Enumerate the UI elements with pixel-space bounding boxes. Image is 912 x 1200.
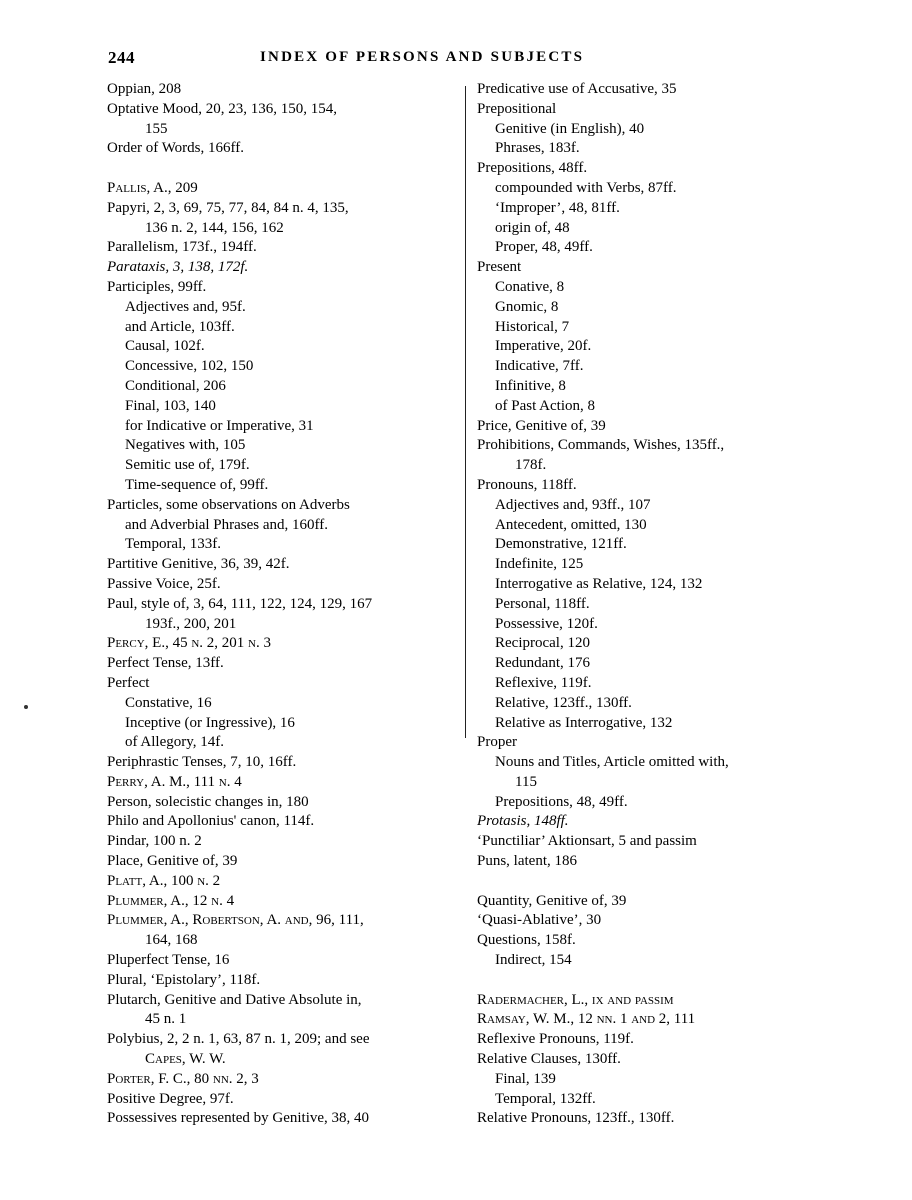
index-entry: Person, solecistic changes in, 180 [107, 793, 309, 810]
index-subentry: Prepositions, 48, 49ff. [495, 793, 628, 810]
index-entry: Particles, some observations on Adverbs [107, 496, 350, 513]
index-entry: Prepositional [477, 100, 557, 117]
index-subentry: Infinitive, 8 [495, 377, 566, 394]
index-entry-person: Plummer, A., 12 n. 4 [107, 892, 235, 909]
index-entry: Polybius, 2, 2 n. 1, 63, 87 n. 1, 209; and see [107, 1031, 370, 1048]
index-subentry: Conditional, 206 [125, 377, 226, 394]
index-entry-person: Pallis, A., 209 [107, 179, 198, 196]
index-entry: ‘Quasi-Ablative’, 30 [477, 912, 602, 929]
right-column [477, 80, 787, 1129]
index-entry: Order of Words, 166ff. [107, 140, 244, 157]
index-entry: Parataxis, 3, 138, 172f. [107, 259, 249, 276]
index-entry-person: Perry, A. M., 111 n. 4 [107, 773, 242, 790]
index-entry-person: Ramsay, W. M., 12 nn. 1 and 2, 111 [477, 1011, 696, 1028]
index-entry-continuation: 164, 168 [145, 932, 198, 949]
entry-text: Optative Mood, 20, 23, 136, 150, 154, [107, 100, 337, 117]
left-column [107, 80, 463, 1129]
index-subentry: Adjectives and, 93ff., 107 [495, 496, 651, 513]
index-subentry: Indefinite, 125 [495, 556, 584, 573]
index-entry-continuation: 155 [145, 120, 168, 137]
index-entry-continuation: 136 n. 2, 144, 156, 162 [145, 219, 284, 236]
index-subentry: Final, 139 [495, 1070, 556, 1087]
index-entry-continuation: 178f. [515, 457, 547, 474]
index-entry: Papyri, 2, 3, 69, 75, 77, 84, 84 n. 4, 135, [107, 199, 349, 216]
index-entry-person: Percy, E., 45 n. 2, 201 n. 3 [107, 635, 271, 652]
index-entry: Positive Degree, 97f. [107, 1090, 234, 1107]
index-entry [107, 100, 463, 120]
index-subentry: of Allegory, 14f. [125, 734, 225, 751]
index-subentry: Antecedent, omitted, 130 [495, 516, 647, 533]
index-subentry: Adjectives and, 95f. [125, 298, 246, 315]
index-subentry: Relative as Interrogative, 132 [495, 714, 673, 731]
index-subentry: Temporal, 132ff. [495, 1090, 596, 1107]
index-subentry: Phrases, 183f. [495, 140, 580, 157]
index-entry: Price, Genitive of, 39 [477, 417, 606, 434]
index-entry: Prohibitions, Commands, Wishes, 135ff., [477, 437, 725, 454]
index-subentry: Inceptive (or Ingressive), 16 [125, 714, 295, 731]
index-entry: Relative Pronouns, 123ff., 130ff. [477, 1110, 675, 1127]
index-entry: Participles, 99ff. [107, 278, 207, 295]
index-entry: Periphrastic Tenses, 7, 10, 16ff. [107, 754, 297, 771]
index-entry: ‘Punctiliar’ Aktionsart, 5 and passim [477, 833, 697, 850]
index-subentry: Interrogative as Relative, 124, 132 [495, 575, 703, 592]
running-title: INDEX OF PERSONS AND SUBJECTS [260, 49, 585, 65]
index-subentry: Reflexive, 119f. [495, 674, 592, 691]
index-entry-person: Platt, A., 100 n. 2 [107, 872, 221, 889]
index-entry: Perfect [107, 674, 150, 691]
index-subentry: Imperative, 20f. [495, 338, 592, 355]
index-subentry: Time-sequence of, 99ff. [125, 476, 269, 493]
index-entry: Plural, ‘Epistolary’, 118f. [107, 971, 261, 988]
page-number: 244 [108, 48, 135, 67]
index-subentry: Reciprocal, 120 [495, 635, 590, 652]
index-subentry: Final, 103, 140 [125, 397, 216, 414]
index-entry: Perfect Tense, 13ff. [107, 655, 224, 672]
index-subentry: Indicative, 7ff. [495, 358, 584, 375]
page-header [108, 48, 664, 72]
index-entry: Possessives represented by Genitive, 38, 40 [107, 1110, 370, 1127]
index-subentry: Temporal, 133f. [125, 536, 222, 553]
index-entry: Predicative use of Accusative, 35 [477, 81, 677, 97]
index-entry-continuation: and Adverbial Phrases and, 160ff. [125, 516, 329, 533]
index-subentry: Negatives with, 105 [125, 437, 246, 454]
index-subentry: Constative, 16 [125, 694, 212, 711]
index-entry: Protasis, 148ff. [477, 813, 569, 830]
index-subentry: Possessive, 120f. [495, 615, 598, 632]
index-entry: Present [477, 259, 522, 276]
index-subentry: and Article, 103ff. [125, 318, 235, 335]
index-subentry: for Indicative or Imperative, 31 [125, 417, 314, 434]
index-entry: Puns, latent, 186 [477, 853, 577, 870]
index-entry: Pronouns, 118ff. [477, 476, 577, 493]
index-entry: Relative Clauses, 130ff. [477, 1051, 621, 1068]
index-entry: Oppian, 208 [107, 81, 182, 97]
index-subentry: ‘Improper’, 48, 81ff. [495, 199, 620, 216]
index-entry-person: Plummer, A., Robertson, A. and, 96, 111, [107, 912, 364, 929]
index-entry-continuation: 193f., 200, 201 [145, 615, 237, 632]
column-divider [465, 86, 466, 738]
letter-gap [107, 159, 463, 179]
index-subentry: compounded with Verbs, 87ff. [495, 179, 677, 196]
index-subentry: of Past Action, 8 [495, 397, 595, 414]
index-subentry: Genitive (in English), 40 [495, 120, 645, 137]
index-subentry: Relative, 123ff., 130ff. [495, 694, 632, 711]
letter-gap [477, 872, 787, 892]
index-subentry: Historical, 7 [495, 318, 570, 335]
index-subentry: Concessive, 102, 150 [125, 358, 254, 375]
index-entry: Philo and Apollonius' canon, 114f. [107, 813, 315, 830]
index-entry: Quantity, Genitive of, 39 [477, 892, 627, 909]
index-subentry: Nouns and Titles, Article omitted with, [495, 754, 729, 771]
index-entry: Place, Genitive of, 39 [107, 853, 238, 870]
index-entry: Proper [477, 734, 517, 751]
index-subentry: Conative, 8 [495, 278, 565, 295]
letter-gap [477, 971, 787, 991]
margin-mark [24, 705, 28, 709]
index-subentry: Semitic use of, 179f. [125, 457, 250, 474]
index-entry: Partitive Genitive, 36, 39, 42f. [107, 556, 290, 573]
index-entry-continuation: 45 n. 1 [145, 1011, 187, 1028]
index-entry-person: Radermacher, L., ix and passim [477, 991, 674, 1008]
index-subentry: Redundant, 176 [495, 655, 590, 672]
index-entry: Parallelism, 173f., 194ff. [107, 239, 257, 256]
index-subentry: Proper, 48, 49ff. [495, 239, 593, 256]
index-entry-continuation: Capes, W. W. [145, 1051, 226, 1068]
index-subentry: Personal, 118ff. [495, 595, 590, 612]
index-entry: Pluperfect Tense, 16 [107, 952, 230, 969]
index-entry-continuation: 115 [515, 773, 537, 790]
index-entry: Paul, style of, 3, 64, 111, 122, 124, 129, 167 [107, 595, 373, 612]
index-entry: Passive Voice, 25f. [107, 575, 221, 592]
index-entry: Plutarch, Genitive and Dative Absolute in, [107, 991, 362, 1008]
index-entry-person: Porter, F. C., 80 nn. 2, 3 [107, 1070, 259, 1087]
index-entry: Reflexive Pronouns, 119f. [477, 1031, 634, 1048]
index-entry: Pindar, 100 n. 2 [107, 833, 202, 850]
index-subentry: Gnomic, 8 [495, 298, 559, 315]
index-subentry: Indirect, 154 [495, 952, 572, 969]
index-entry: Prepositions, 48ff. [477, 160, 588, 177]
index-entry: Questions, 158f. [477, 932, 576, 949]
index-subentry: Demonstrative, 121ff. [495, 536, 627, 553]
index-subentry: Causal, 102f. [125, 338, 205, 355]
index-subentry: origin of, 48 [495, 219, 570, 236]
